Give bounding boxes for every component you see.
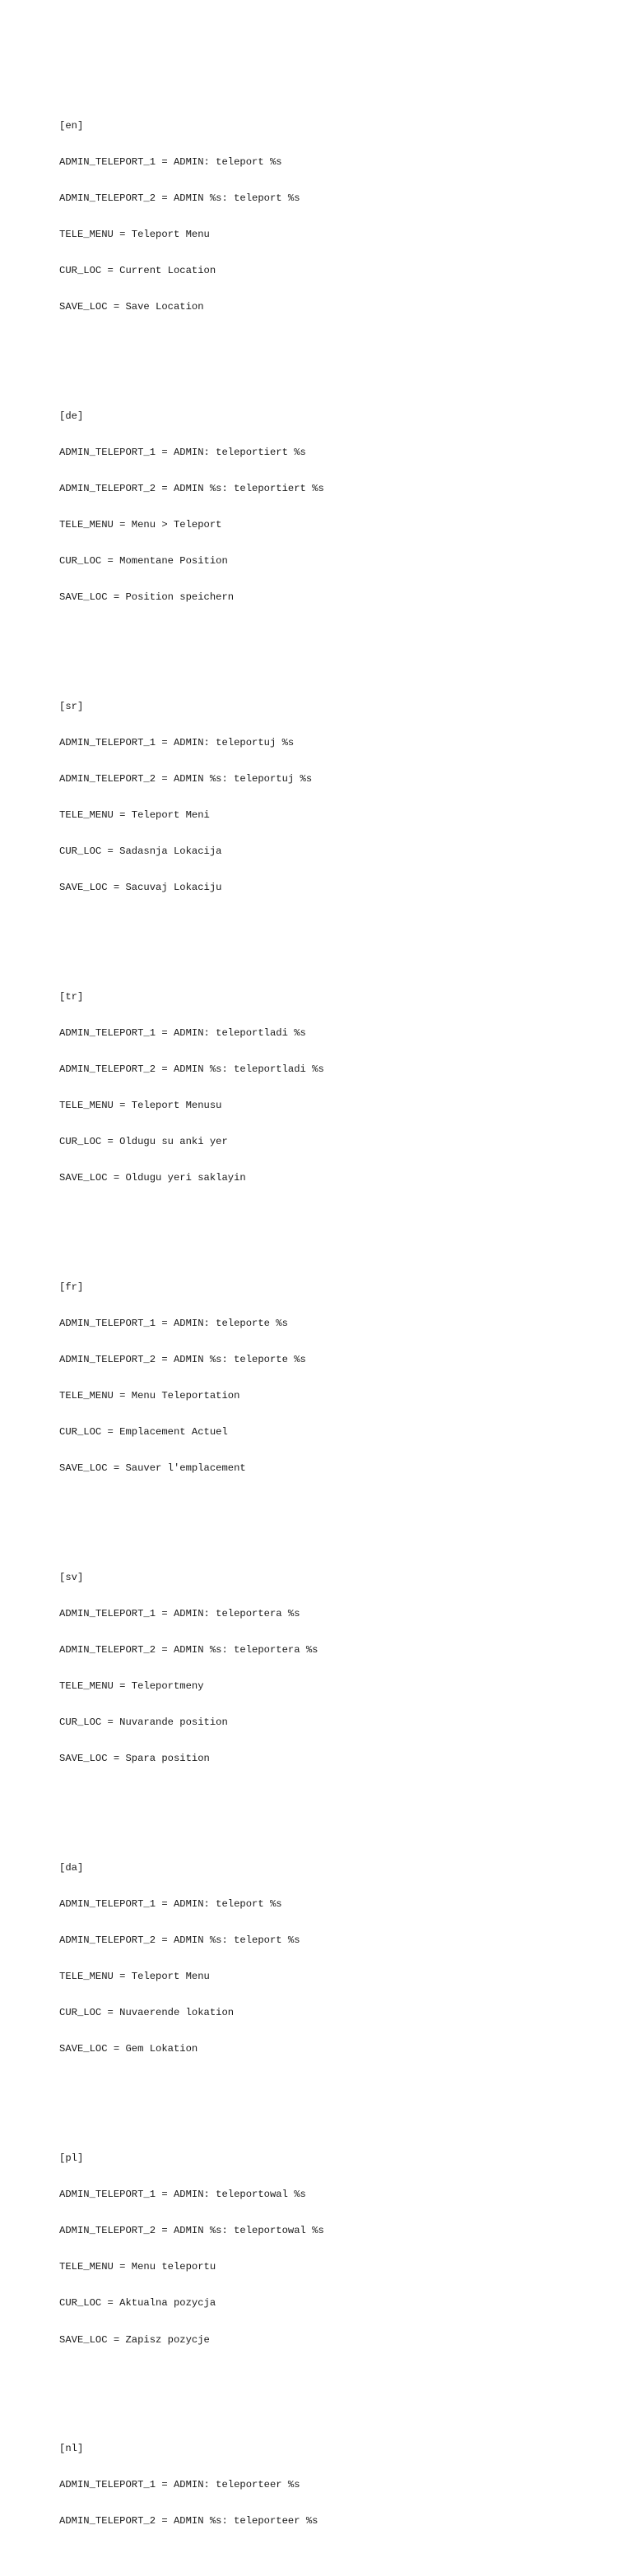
entry-line: ADMIN_TELEPORT_2 = ADMIN %s: teleport %s <box>59 1934 300 1947</box>
entry-line: CUR_LOC = Nuvaerende lokation <box>59 2007 235 2019</box>
entry-line: ADMIN_TELEPORT_2 = ADMIN %s: teleporteer %s <box>59 2515 318 2527</box>
entry-line: ADMIN_TELEPORT_1 = ADMIN: teleportowal %s <box>59 2189 306 2201</box>
document-page <box>59 59 586 2576</box>
entry-line: ADMIN_TELEPORT_2 = ADMIN %s: teleportiert %s <box>59 482 324 494</box>
section-header: [nl] <box>59 2443 84 2455</box>
entry-line: CUR_LOC = Aktualna pozycja <box>59 2297 216 2310</box>
entry-line: ADMIN_TELEPORT_2 = ADMIN %s: teleporte %s <box>59 1354 306 1366</box>
section-header: [tr] <box>59 990 84 1003</box>
section-header: [de] <box>59 410 84 422</box>
entry-line: TELE_MENU = Menu Teleportation <box>59 1390 240 1402</box>
entry-line: ADMIN_TELEPORT_1 = ADMIN: teleportladi %s <box>59 1026 306 1039</box>
entry-line: TELE_MENU = Teleport Menusu <box>59 1100 222 1112</box>
entry-line: TELE_MENU = Teleport Meni <box>59 808 210 821</box>
entry-line: ADMIN_TELEPORT_2 = ADMIN %s: teleport %s <box>59 192 300 204</box>
section-tr <box>59 966 586 1208</box>
entry-line: ADMIN_TELEPORT_2 = ADMIN %s: teleportladi %s <box>59 1063 324 1075</box>
entry-line: SAVE_LOC = Gem Lokation <box>59 2043 198 2055</box>
section-en <box>59 95 586 337</box>
section-de <box>59 386 586 628</box>
entry-line: CUR_LOC = Emplacement Actuel <box>59 1426 228 1439</box>
entry-line: TELE_MENU = Teleport Menu <box>59 228 210 240</box>
entry-line: CUR_LOC = Oldugu su anki yer <box>59 1136 228 1148</box>
entry-line: CUR_LOC = Nuvarande position <box>59 1717 228 1729</box>
section-sv <box>59 1548 586 1790</box>
entry-line: SAVE_LOC = Position speichern <box>59 591 235 604</box>
entry-line: ADMIN_TELEPORT_2 = ADMIN %s: teleportowal %s <box>59 2225 324 2237</box>
entry-line: ADMIN_TELEPORT_1 = ADMIN: teleport %s <box>59 1898 282 1911</box>
entry-line: ADMIN_TELEPORT_2 = ADMIN %s: teleportuj %s <box>59 772 313 785</box>
entry-line: SAVE_LOC = Oldugu yeri saklayin <box>59 1172 246 1184</box>
entry-line: ADMIN_TELEPORT_1 = ADMIN: teleportiert %s <box>59 446 306 458</box>
entry-line: CUR_LOC = Sadasnja Lokacija <box>59 846 222 858</box>
entry-line: TELE_MENU = Teleportmeny <box>59 1680 204 1693</box>
section-fr <box>59 1257 586 1499</box>
entry-line: SAVE_LOC = Sacuvaj Lokaciju <box>59 882 222 894</box>
section-nl <box>59 2419 586 2552</box>
entry-line: SAVE_LOC = Zapisz pozycje <box>59 2333 210 2346</box>
section-header: [sv] <box>59 1571 84 1583</box>
section-header: [da] <box>59 1861 84 1874</box>
section-header: [fr] <box>59 1281 84 1293</box>
entry-line: CUR_LOC = Momentane Position <box>59 554 228 567</box>
entry-line: ADMIN_TELEPORT_2 = ADMIN %s: teleportera %s <box>59 1644 318 1656</box>
section-header: [sr] <box>59 700 84 712</box>
entry-line: CUR_LOC = Current Location <box>59 264 216 276</box>
entry-line: TELE_MENU = Menu > Teleport <box>59 518 222 530</box>
entry-line: ADMIN_TELEPORT_1 = ADMIN: teleportuj %s <box>59 736 295 748</box>
section-header: [en] <box>59 119 84 132</box>
section-pl <box>59 2129 586 2370</box>
entry-line: ADMIN_TELEPORT_1 = ADMIN: teleportera %s <box>59 1608 300 1619</box>
entry-line: TELE_MENU = Menu teleportu <box>59 2261 216 2273</box>
entry-line: SAVE_LOC = Save Location <box>59 300 204 313</box>
entry-line: SAVE_LOC = Sauver l'emplacement <box>59 1462 246 1475</box>
entry-line: ADMIN_TELEPORT_1 = ADMIN: teleporteer %s <box>59 2479 300 2491</box>
section-header: [pl] <box>59 2152 84 2165</box>
section-da <box>59 1838 586 2080</box>
entry-line: SAVE_LOC = Spara position <box>59 1753 210 1765</box>
section-sr <box>59 676 586 918</box>
entry-line: TELE_MENU = Teleport Menu <box>59 1971 210 1983</box>
entry-line: ADMIN_TELEPORT_1 = ADMIN: teleporte %s <box>59 1317 288 1329</box>
entry-line: ADMIN_TELEPORT_1 = ADMIN: teleport %s <box>59 155 282 168</box>
